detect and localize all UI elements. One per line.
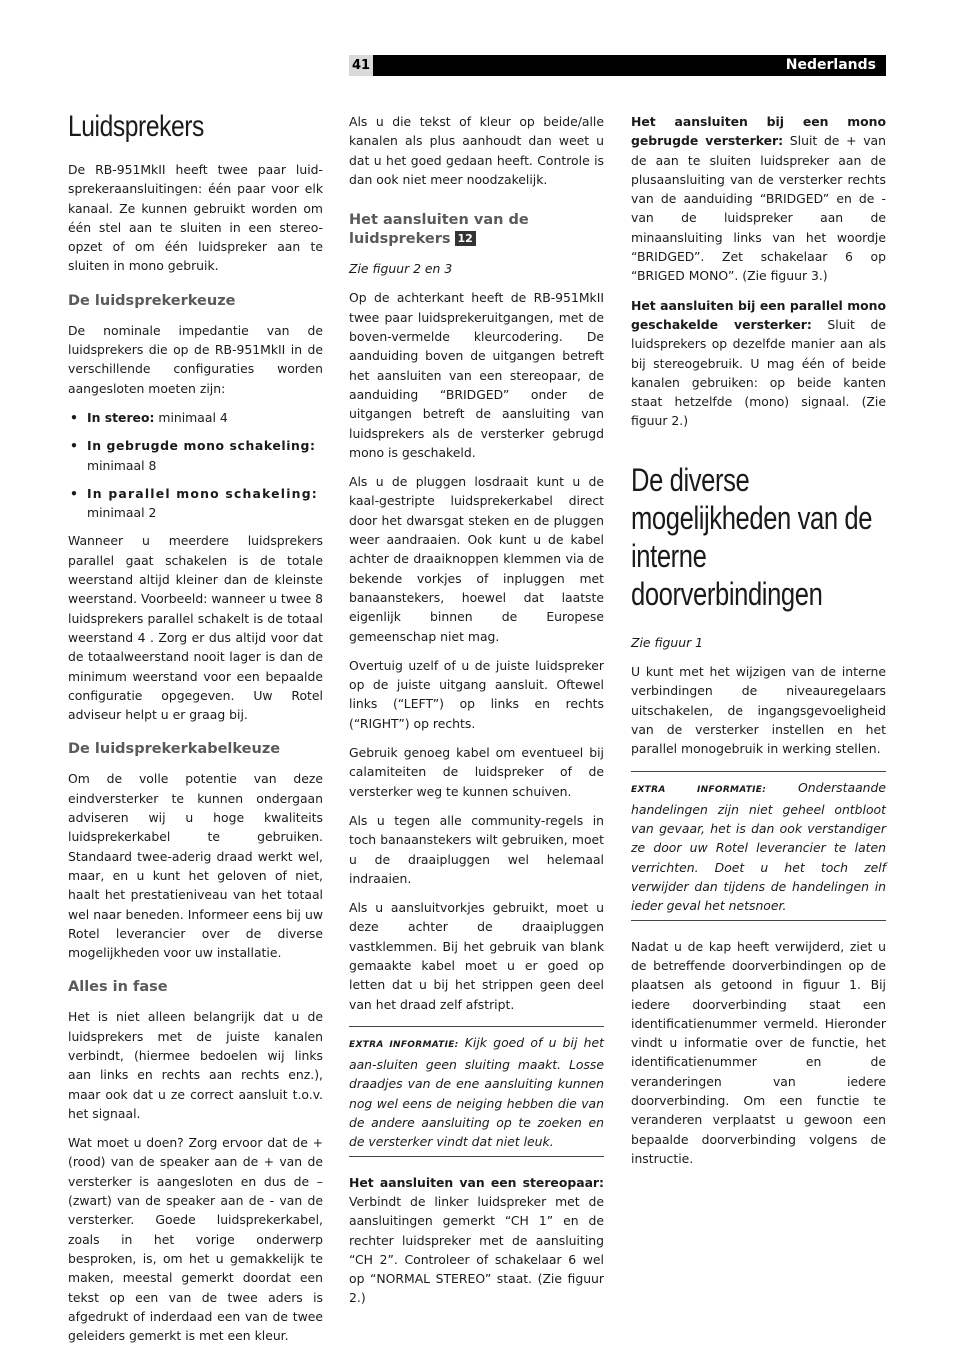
language-label: Nederlands	[785, 57, 876, 73]
impedance-list	[68, 408, 323, 522]
page-number: 41	[349, 55, 373, 76]
parallel-paragraph: Wanneer u meerdere luidsprekers parallel gaat schakelen is de totale weerstand altijd kleiner dan de kleinste weerstand. Voorbeeld: wanneer u twee 8 luidsprekers parallel schakelt is de totaal weerstand 4 . Zorg er dus altijd voor dat de totaalweerstand nooit lager is dan de minimum weerstand voor een bepaalde configuratie opgegeven. Uw Rotel adviseur helpt u er graag bij.	[68, 533, 323, 723]
subheading-cable-choice: De luidsprekerkabelkeuze	[68, 741, 281, 758]
paragraph: Overtuig uzelf of u de juiste luidspreker op de juiste uitgang aansluit. Oftewel links (“LEFT”) op links en rechts (“RIGHT”) op rechts.	[349, 657, 604, 731]
column-1	[68, 108, 323, 1355]
figure-reference: Zie figuur 2 en 3	[349, 261, 453, 277]
paragraph: Als u de pluggen losdraait kunt u de kaal-gestripte luidsprekerkabel direct door het dwarsgat steken en de pluggen weer aandraaien. Ook kunt u de kabel achter de draaiknoppen klemmen via de bekende vorkjes of inpluggen met banaanstekers, hoewel dat laatste eigenlijk binnen de Europese gemeenschap niet mag.	[349, 474, 604, 644]
figure-reference: Zie figuur 1	[631, 634, 703, 650]
stereo-paragraph: Het aansluiten van een stereopaar: Verbindt de linker luidspreker met de aansluitingen gemerkt “CH 1” en de rechter luidspreker met de aansluiting “CH 2”. Controleer of schakelaar 6 wel op “NORMAL STEREO” staat. (Zie figuur 2.)	[349, 1174, 604, 1306]
subheading-connect-speakers: Het aansluiten van de luidsprekers 12	[349, 212, 529, 248]
extra-info-note: EXTRA INFORMATIE: Kijk goed of u bij het aan-sluiten geen sluiting maakt. Losse draadjes van de ene aansluiting kunnen nog wel eens de neiging hebben die van de andere aansluiting op te zoeken en de versterker vindt dat niet leuk.	[349, 1026, 604, 1157]
list-item: • In parallel mono schakeling: minimaal 2	[68, 484, 323, 523]
list-item: • In gebrugde mono schakeling: minimaal 8	[68, 436, 323, 475]
paragraph: Op de achterkant heeft de RB-951MkII twee paar luidsprekeruitgangen, met de boven-vermelde kleurcodering. De aanduiding boven de uitgangen betreft het aansluiten van een stereopaar, de aanduiding “BRIDGED” onder de uitgangen betreft de aansluiting van luidsprekers als de versterker gebrugd mono is geschakeld.	[349, 290, 604, 460]
impedance-paragraph: De nominale impedantie van de luidsprekers die op de RB-951MkII in de verschillende configuraties worden aangesloten moeten zijn:	[68, 322, 323, 396]
figure-badge: 12	[455, 231, 476, 246]
paragraph: Als u die tekst of kleur op beide/alle kanalen als plus aanhoudt dan weet u dat u het goed gedaan heeft. Controle is dan ook niet meer noodzakelijk.	[349, 114, 604, 187]
cable-paragraph: Om de volle potentie van deze eindversterker te kunnen ondergaan adviseren wij u hoge kwaliteits luidsprekerkabel te gebruiken. Standaard twee-aderig draad werkt wel, maar, en u kunt het geloven of niet, haalt het prestatieniveau van het totaal wel naar beneden. Informeer eens bij uw Rotel leverancier over de diverse mogelijkheden voor uw installatie.	[68, 771, 323, 961]
paragraph: Gebruik genoeg kabel om eventueel bij calamiteiten de luidspreker of de versterker weg te kunnen schuiven.	[349, 745, 604, 799]
extra-info-note: EXTRA INFORMATIE: Onderstaande handelingen zijn niet geheel ontbloot van gevaar, het is dan ook verstandiger ze door uw Rotel leverancier te laten verrichten. Doet u het toch zelf verwijder dan tijdens de handelingen in ieder geval het netsnoer.	[631, 771, 886, 921]
mono-paragraph: Het aansluiten bij een mono gebrugde versterker: Sluit de + van de aan te sluiten luidspreker aan de plusaansluiting van de versterker rechts van de aanduiding “BRIDGED” en de - van de luidspreker aan de minaansluiting links van het woordje “BRIDGED”. Zet schakelaar 6 op “BRIGED MONO”. (Zie figuur 3.)	[631, 114, 886, 284]
section-title: Luidsprekers	[68, 110, 204, 143]
paragraph: Als u tegen alle community-regels in toch banaanstekers wilt gebruiken, moet u de draaipluggen wel helemaal indraaien.	[349, 812, 604, 886]
section-heading-jumpers: De diverse mogelijkheden van de interne doorverbindingen	[631, 461, 873, 612]
paragraph: U kunt met het wijzigen van de interne verbindingen de niveauregelaars uitschakelen, de ingangsgevoeligheid van de versterker instellen en het parallel monogebruik in werking stellen.	[631, 664, 886, 757]
paragraph: Als u aansluitvorkjes gebruikt, moet u deze achter de draaipluggen vastklemmen. Bij het gebruik van blank gemaakte kabel moet u er goed op letten dat u bij het strippen geen deel van het draad zelf afstript.	[349, 900, 604, 1012]
list-item: • In stereo: minimaal 4	[68, 408, 323, 427]
subheading-speaker-choice: De luidsprekerkeuze	[68, 292, 236, 309]
column-2	[349, 112, 604, 1318]
parallel-mono-paragraph: Het aansluiten bij een parallel mono geschakelde versterker: Sluit de luidsprekers op dezelfde manier aan als bij stereogebruik. U mag één of beide kanalen gebruiken: op beide kanten staat hetzelfde (mono) signaal. (Zie figuur 2.)	[631, 297, 886, 429]
subheading-phase: Alles in fase	[68, 979, 168, 996]
intro-paragraph: De RB-951MkII heeft twee paar luid-sprekeraansluitingen: één paar voor elk kanaal. Ze kunnen gebruikt worden om één stel aan te sluiten in een stereo-opzet of om één luidspreker aan te sluiten in mono gebruik.	[68, 162, 323, 274]
paragraph: Nadat u de kap heeft verwijderd, ziet u de betreffende doorverbindingen op de plaatsen als getoond in figuur 1. Bij iedere doorverbinding staat een identificatienummer vermeld. Hieronder vindt u informatie over de functie, het identificatienummer en de veranderingen van iedere doorverbinding. Om een functie te veranderen verplaatst u gewoon een bepaalde doorverbinding volgens de instructie.	[631, 938, 886, 1166]
phase-paragraph-1: Het is niet alleen belangrijk dat u de luidsprekers met de juiste kanalen verbindt, (hiermee bedoelen wij links aan links en rechts aan rechts enz.), maar ook dat u ze correct aansluit t.o.v. het signaal.	[68, 1009, 323, 1121]
page-header	[349, 55, 886, 76]
phase-paragraph-2: Wat moet u doen? Zorg ervoor dat de + (rood) van de speaker aan de + van de versterker is aangesloten en dus de – (zwart) van de speaker aan de - van de versterker. Goede luidsprekerkabel, zoals in het vorige onderwerp besproken, is, om het u gemakkelijk te maken, meestal gemerkt doordat een tekst op een van de twee aders is afgedrukt of inderdaad een van de twee geleiders gemerkt is met een kleur.	[68, 1135, 323, 1344]
column-3	[631, 112, 886, 1178]
